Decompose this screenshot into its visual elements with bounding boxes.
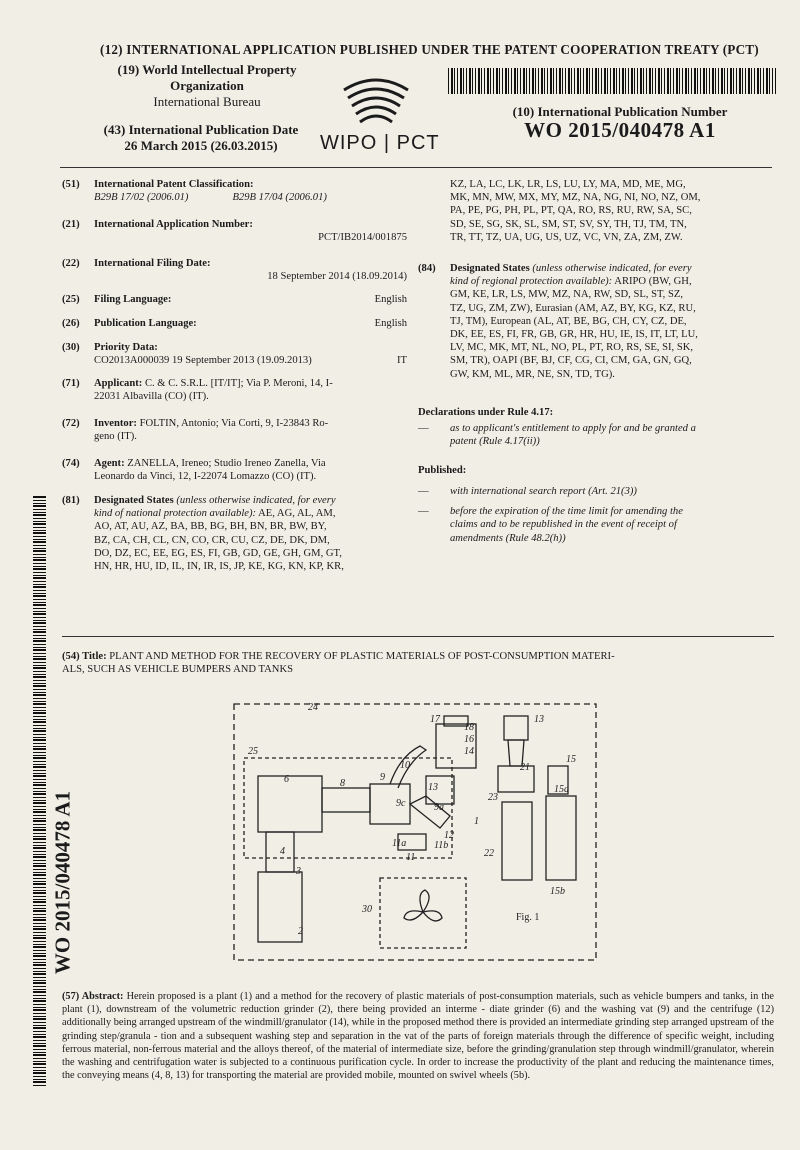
f81-cont-line: KZ, LA, LC, LK, LR, LS, LU, LY, MA, MD, ME, MG, (450, 179, 686, 190)
f84-line: TZ, UG, ZM, ZW), Eurasian (AM, AZ, BY, KG, KZ, RU, (450, 302, 696, 314)
f81-line: HN, HR, HU, ID, IL, IN, IR, IS, JP, KE, KG, KN, KP, KR, (94, 561, 344, 573)
pub-number-label: (10) International Publication Number (512, 104, 728, 119)
applicant-line1: C. & C. S.R.L. [IT/IT]; Via P. Meroni, 14, I- (144, 378, 333, 389)
ref-label: 11a (392, 838, 407, 849)
f81-cont-line: TR, TT, TZ, UA, UG, US, UZ, VC, VN, ZA, ZM, ZW. (450, 231, 683, 243)
applicant-line2: 22031 Albavilla (CO) (IT). (94, 391, 209, 403)
f84-line: GM, KE, LR, LS, MW, MZ, NA, RW, SD, SL, ST, SZ, (450, 289, 683, 301)
barcode-side (33, 496, 46, 1086)
field-num: (51) (62, 179, 80, 190)
ref-label: 22 (484, 848, 494, 859)
title-divider (62, 636, 774, 637)
wipo-pct-logo-text: WIPO | PCT (320, 132, 440, 154)
published-item-2-line: before the expiration of the time limit for amending the (450, 506, 683, 518)
field-label: International Application Number: (94, 219, 253, 230)
ref-label: 21 (520, 762, 530, 773)
wipo-logo-icon (336, 62, 416, 132)
ref-label: 4 (280, 846, 285, 857)
field-num: (30) (62, 342, 80, 353)
f81-cont-line: SD, SE, SG, SK, SL, SM, ST, SV, SY, TH, TJ, TM, TN, (450, 218, 687, 230)
grinder-6 (258, 776, 322, 832)
field-num: (72) (62, 418, 80, 429)
ref-label: 9a (434, 802, 444, 813)
left-column (62, 178, 407, 598)
field-num: (84) (418, 263, 436, 274)
title-block (62, 650, 774, 677)
published-item-1: with international search report (Art. 21(3)) (450, 486, 637, 498)
published-label: Published: (418, 465, 467, 476)
org-line2: Organization (170, 78, 244, 93)
ref-label: 11b (434, 840, 449, 851)
pub-date-label: (43) International Publication Date (103, 122, 299, 137)
f84-italic1: (unless otherwise indicated, for every (532, 263, 692, 274)
published-item-2-line: amendments (Rule 48.2(h)) (450, 532, 566, 544)
field-num: (25) (62, 294, 80, 305)
ref-label: 17 (430, 714, 440, 725)
agent-line2: Leonardo da Vinci, 12, I-22074 Lomazzo (CO) (IT). (94, 471, 317, 483)
filing-language: English (374, 294, 407, 305)
f81-line: BZ, CA, CH, CL, CN, CO, CR, CU, CZ, DE, DK, DM, (94, 534, 330, 546)
f81-cont-line: MK, MN, MW, MX, MY, MZ, NA, NG, NI, NO, NZ, OM, (450, 192, 701, 204)
priority-data: CO2013A000039 19 September 2013 (19.09.2013) (94, 355, 312, 367)
declarations-label: Declarations under Rule 4.17: (418, 407, 554, 418)
published-item-2-line: claims and to be republished in the event of receipt of (450, 519, 677, 531)
ref-label: 25 (248, 746, 258, 757)
decl-line: as to applicant's entitlement to apply for and be granted a (450, 423, 696, 435)
field-label: Applicant: (94, 378, 143, 389)
side-publication-number: WO 2015/040478 A1 (50, 790, 75, 975)
pub-date-value: 26 March 2015 (26.03.2015) (124, 138, 278, 153)
ref-label: 9 (380, 772, 385, 783)
pub-number: WO 2015/040478 A1 (524, 118, 716, 142)
ref-label: 23 (488, 792, 498, 803)
boundary-25 (244, 758, 452, 858)
figure-refs (248, 702, 576, 937)
f81-italic1: (unless otherwise indicated, for every (176, 495, 336, 506)
patent-figure (230, 696, 600, 966)
ref-label: 6 (284, 774, 289, 785)
fan-icon (404, 890, 442, 921)
f84-italic2: kind of regional protection available): (450, 276, 613, 288)
ref-label: 15a (554, 784, 569, 795)
dash: — (418, 506, 429, 518)
abstract-text: Herein proposed is a plant (1) and a method for the recovery of plastic materials of post-consumption materials, such as vehicle bumpers and tanks, in the plant (1), downstream of the volumetric reduction grinder (2), there being provided an interme - diate grinder (6) and the washing vat (9) and the centrifuge (12) additionally being arranged upstream of the windmill/granulator (14), while in the proposed method there is provided an intermediate grinding step arranged upstream of the grinding step/granula - tion and a subsequent washing step and separation in the vat of the parts of foreign materials through the difference of specific weight, including ferrous material, non-ferrous material and the alloys thereof, of the material of intermediate size, before the grinding/granulation step through windmill/granulator, wherein the washing and centrifugation water is subjected to a continuous purification cycle. In order to increase the productivity of the plant and reducing the maintenance times, the conveying means (4, 8, 13) for transporting the material are provided mobile, mounted on swivel wheels (5b). (62, 991, 774, 1082)
field-label: Publication Language: (94, 318, 197, 329)
f84-line: TJ, TM), European (AL, AT, BE, BG, CH, CY, CZ, DE, (450, 315, 687, 327)
publication-language: English (374, 318, 407, 329)
field-label: Priority Data: (94, 342, 158, 353)
filing-date: 18 September 2014 (18.09.2014) (267, 271, 407, 283)
f81-italic2: kind of national protection available): (94, 508, 257, 520)
field-label: International Patent Classification: (94, 179, 254, 190)
ref-label: 24 (308, 702, 318, 713)
field-label: Designated States (450, 263, 530, 274)
ref-label: 30 (362, 904, 372, 915)
agent-line1: ZANELLA, Ireneo; Studio Ireneo Zanella, Via (127, 458, 326, 469)
field-num: (71) (62, 378, 80, 389)
figure-caption: Fig. 1 (516, 912, 540, 923)
priority-country: IT (397, 355, 407, 367)
ipc-b: B29B 17/04 (2006.01) (232, 192, 327, 204)
title-line1: PLANT AND METHOD FOR THE RECOVERY OF PLASTIC MATERIALS OF POST-CONSUMPTION MATERI- (109, 651, 615, 662)
field-num: (81) (62, 495, 80, 506)
f84-line: LV, MC, MK, MT, NL, NO, PL, PT, RO, RS, SE, SI, SK, (450, 342, 694, 354)
ref-label: 15b (550, 886, 565, 897)
publication-date-block (86, 122, 316, 154)
ref-label: 3 (296, 866, 301, 877)
ref-label: 16 (464, 734, 474, 745)
f81-line: AO, AT, AU, AZ, BA, BB, BG, BH, BN, BR, BW, BY, (94, 521, 327, 533)
f81-line: DO, DZ, EC, EE, EG, ES, FI, GB, GD, GE, GH, GM, GT, (94, 547, 342, 559)
org-line1: (19) World Intellectual Property (117, 62, 297, 77)
f84-line: ARIPO (BW, GH, (614, 276, 692, 288)
dash: — (418, 486, 429, 498)
ref-label: 13 (428, 782, 438, 793)
ref-label: 2 (298, 926, 303, 937)
grinder-2 (258, 872, 302, 942)
abstract (62, 990, 774, 1082)
f81-cont-line: PA, PE, PG, PH, PL, PT, QA, RO, RS, RU, RW, SA, SC, (450, 205, 692, 217)
abstract-label: (57) Abstract: (62, 991, 124, 1002)
field-label: Designated States (94, 495, 174, 506)
conveyor-8 (322, 788, 370, 812)
field-num: (26) (62, 318, 80, 329)
field-label: Inventor: (94, 418, 137, 429)
title-line2: ALS, SUCH AS VEHICLE BUMPERS AND TANKS (62, 664, 293, 676)
field-label: International Filing Date: (94, 258, 211, 269)
container-22 (502, 802, 532, 880)
ref-label: 10 (400, 760, 410, 771)
header-divider (60, 167, 772, 168)
organization-block (92, 62, 322, 110)
inventor-line1: FOLTIN, Antonio; Via Corti, 9, I-23843 Ro- (139, 418, 329, 429)
f84-line: SM, TR), OAPI (BF, BJ, CF, CG, CI, CM, GA, GN, GQ, (450, 355, 692, 367)
f84-line: DK, EE, ES, FI, FR, GB, GR, HR, HU, IE, IS, IT, LT, LU, (450, 329, 698, 341)
ref-label: 11 (406, 852, 416, 863)
field-num: (74) (62, 458, 80, 469)
ref-label: 14 (464, 746, 474, 757)
field-num: (21) (62, 219, 80, 230)
document-heading: (12) INTERNATIONAL APPLICATION PUBLISHED UNDER THE PATENT COOPERATION TREATY (PCT) (100, 42, 759, 57)
field-label: Filing Language: (94, 294, 172, 305)
decl-line: patent (Rule 4.17(ii)) (450, 436, 540, 448)
inventor-line2: geno (IT). (94, 431, 137, 443)
dash: — (418, 423, 429, 435)
ref-label: 12 (444, 830, 454, 841)
ref-label: 9c (396, 798, 406, 809)
field-label: Agent: (94, 458, 125, 469)
ref-label: 1 (474, 816, 479, 827)
right-column (418, 178, 766, 598)
org-line3: International Bureau (153, 94, 261, 109)
ref-label: 8 (340, 778, 345, 789)
application-number: PCT/IB2014/001875 (318, 232, 407, 244)
f84-line: GW, KM, ML, MR, NE, SN, TD, TG). (450, 368, 615, 380)
container-15b (546, 796, 576, 880)
ref-label: 15 (566, 754, 576, 765)
barcode-top (448, 68, 776, 94)
field-num: (22) (62, 258, 80, 269)
ipc-a: B29B 17/02 (2006.01) (94, 192, 189, 204)
ref-label: 18 (464, 722, 474, 733)
f81-line: AE, AG, AL, AM, (258, 508, 336, 520)
ref-label: 13 (534, 714, 544, 725)
title-label: (54) Title: (62, 651, 107, 662)
